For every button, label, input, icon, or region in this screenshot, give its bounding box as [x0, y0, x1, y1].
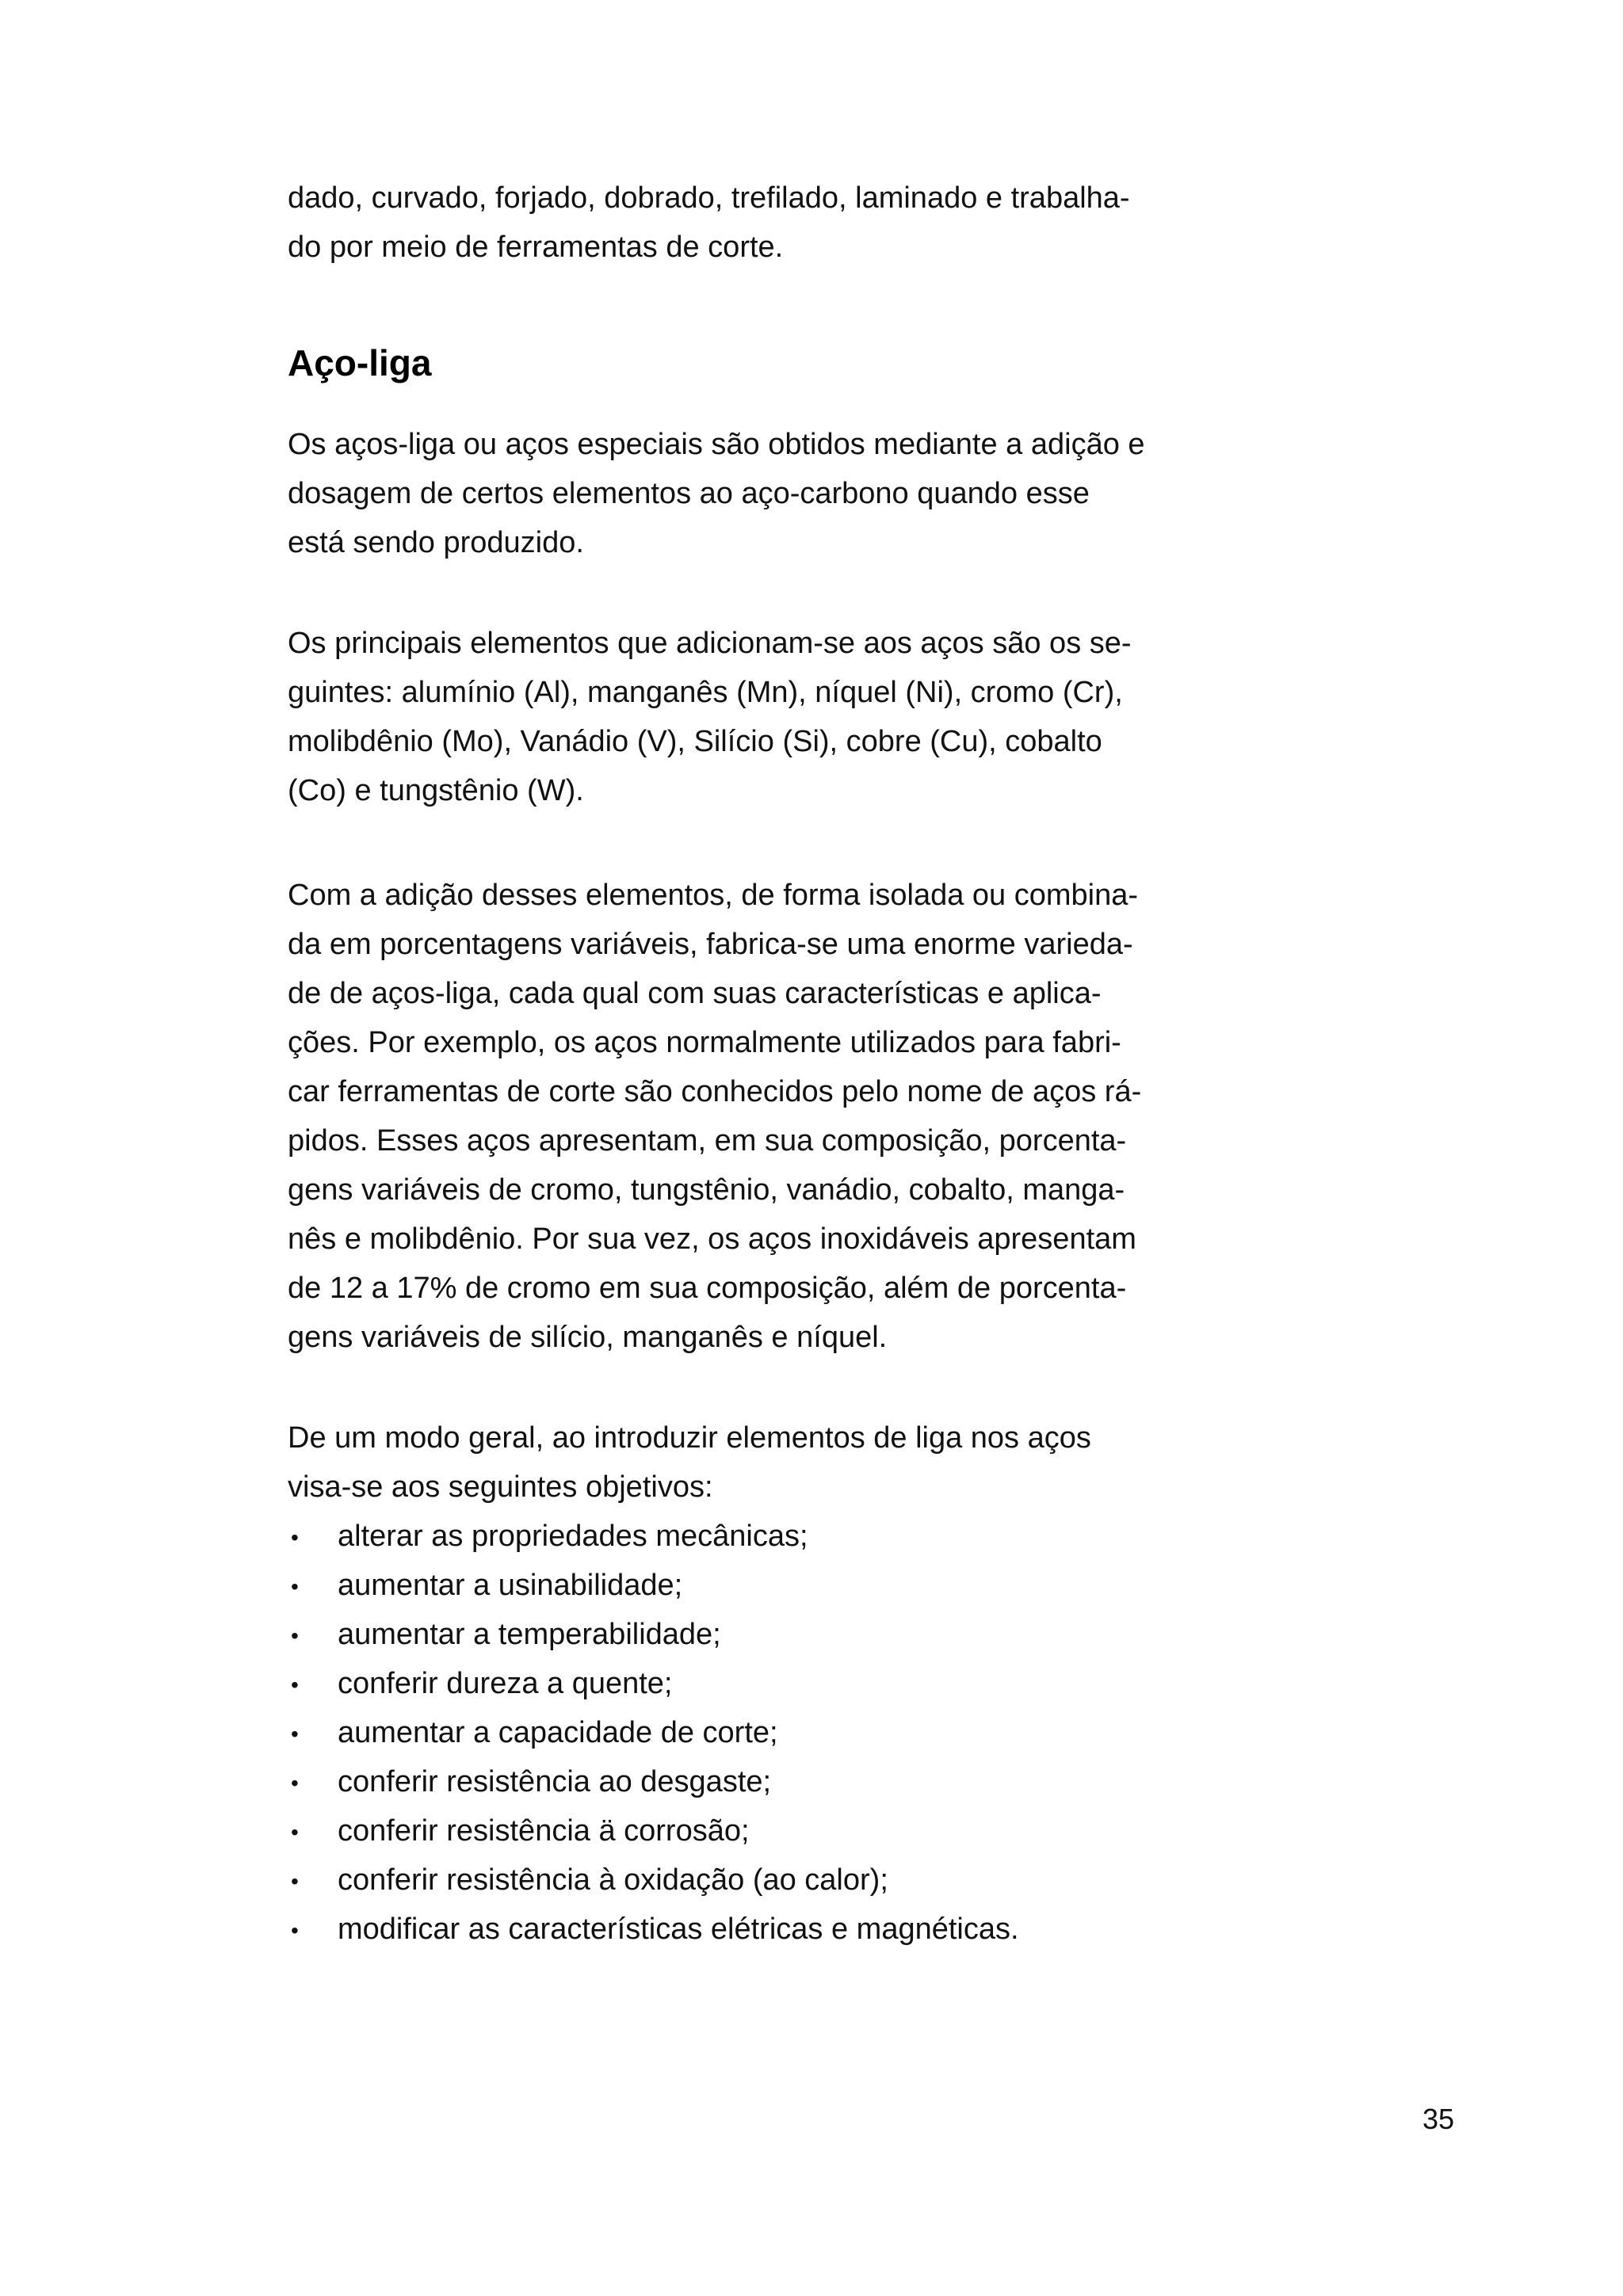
- list-item: [288, 1659, 1019, 1708]
- objectives-list: [288, 1512, 1019, 1954]
- paragraph-line: Os principais elementos que adicionam-se aos aços são os se-: [288, 627, 1132, 660]
- intro-line: dado, curvado, forjado, dobrado, trefilado, laminado e trabalha-: [288, 181, 1130, 215]
- bullet-icon: •: [291, 1525, 299, 1550]
- bullet-icon: •: [291, 1869, 299, 1894]
- paragraph-definition: [288, 420, 1175, 567]
- paragraph-line: ções. Por exemplo, os aços normalmente utilizados para fabri-: [288, 1026, 1121, 1059]
- section-heading: Aço-liga: [288, 341, 432, 383]
- list-item: [288, 1757, 1019, 1806]
- paragraph-line: dosagem de certos elementos ao aço-carbono quando esse: [288, 477, 1090, 510]
- paragraph-line: molibdênio (Mo), Vanádio (V), Silício (Si), cobre (Cu), cobalto: [288, 725, 1102, 758]
- bullet-icon: •: [291, 1820, 299, 1844]
- bullet-icon: •: [291, 1771, 299, 1795]
- paragraph-combinations: [288, 871, 1175, 1362]
- bullet-icon: •: [291, 1918, 299, 1943]
- intro-line: do por meio de ferramentas de corte.: [288, 231, 784, 264]
- paragraph-line: nês e molibdênio. Por sua vez, os aços inoxidáveis apresentam: [288, 1222, 1136, 1256]
- list-item-text: conferir resistência à oxidação (ao calor);: [338, 1863, 888, 1897]
- list-item-text: modificar as características elétricas e magnéticas.: [338, 1913, 1019, 1946]
- paragraph-objectives: [288, 1413, 1175, 1512]
- paragraph-elements: [288, 619, 1175, 815]
- paragraph-line: pidos. Esses aços apresentam, em sua composição, porcenta-: [288, 1124, 1127, 1158]
- page-number: 35: [1423, 2103, 1455, 2135]
- list-item: [288, 1708, 1019, 1757]
- list-item: [288, 1855, 1019, 1905]
- paragraph-line: (Co) e tungstênio (W).: [288, 774, 584, 807]
- list-item-text: aumentar a temperabilidade;: [338, 1618, 721, 1651]
- list-item-text: conferir resistência ao desgaste;: [338, 1765, 772, 1798]
- list-item-text: conferir resistência ä corrosão;: [338, 1814, 750, 1848]
- list-item-text: conferir dureza a quente;: [338, 1667, 673, 1700]
- list-item-text: aumentar a capacidade de corte;: [338, 1716, 778, 1749]
- list-item: [288, 1512, 1019, 1561]
- bullet-icon: •: [291, 1722, 299, 1746]
- paragraph-line: de 12 a 17% de cromo em sua composição, além de porcenta-: [288, 1272, 1127, 1305]
- bullet-icon: •: [291, 1672, 299, 1697]
- list-item: [288, 1561, 1019, 1610]
- paragraph-line: visa-se aos seguintes objetivos:: [288, 1470, 713, 1504]
- paragraph-line: de de aços-liga, cada qual com suas características e aplica-: [288, 977, 1102, 1010]
- intro-paragraph: [288, 174, 1175, 272]
- paragraph-line: Com a adição desses elementos, de forma isolada ou combina-: [288, 879, 1139, 912]
- list-item: [288, 1905, 1019, 1954]
- list-item-text: alterar as propriedades mecânicas;: [338, 1520, 808, 1553]
- bullet-icon: •: [291, 1623, 299, 1648]
- paragraph-line: está sendo produzido.: [288, 526, 584, 559]
- list-item: [288, 1806, 1019, 1855]
- paragraph-line: da em porcentagens variáveis, fabrica-se uma enorme varieda-: [288, 928, 1133, 961]
- paragraph-line: guintes: alumínio (Al), manganês (Mn), níquel (Ni), cromo (Cr),: [288, 676, 1123, 709]
- paragraph-line: Os aços-liga ou aços especiais são obtidos mediante a adição e: [288, 428, 1145, 461]
- paragraph-line: gens variáveis de silício, manganês e níquel.: [288, 1321, 888, 1354]
- paragraph-line: De um modo geral, ao introduzir elementos de liga nos aços: [288, 1421, 1091, 1455]
- paragraph-line: car ferramentas de corte são conhecidos pelo nome de aços rá-: [288, 1075, 1142, 1108]
- list-item-text: aumentar a usinabilidade;: [338, 1569, 683, 1602]
- paragraph-line: gens variáveis de cromo, tungstênio, vanádio, cobalto, manga-: [288, 1173, 1125, 1207]
- list-item: [288, 1610, 1019, 1659]
- bullet-icon: •: [291, 1574, 299, 1599]
